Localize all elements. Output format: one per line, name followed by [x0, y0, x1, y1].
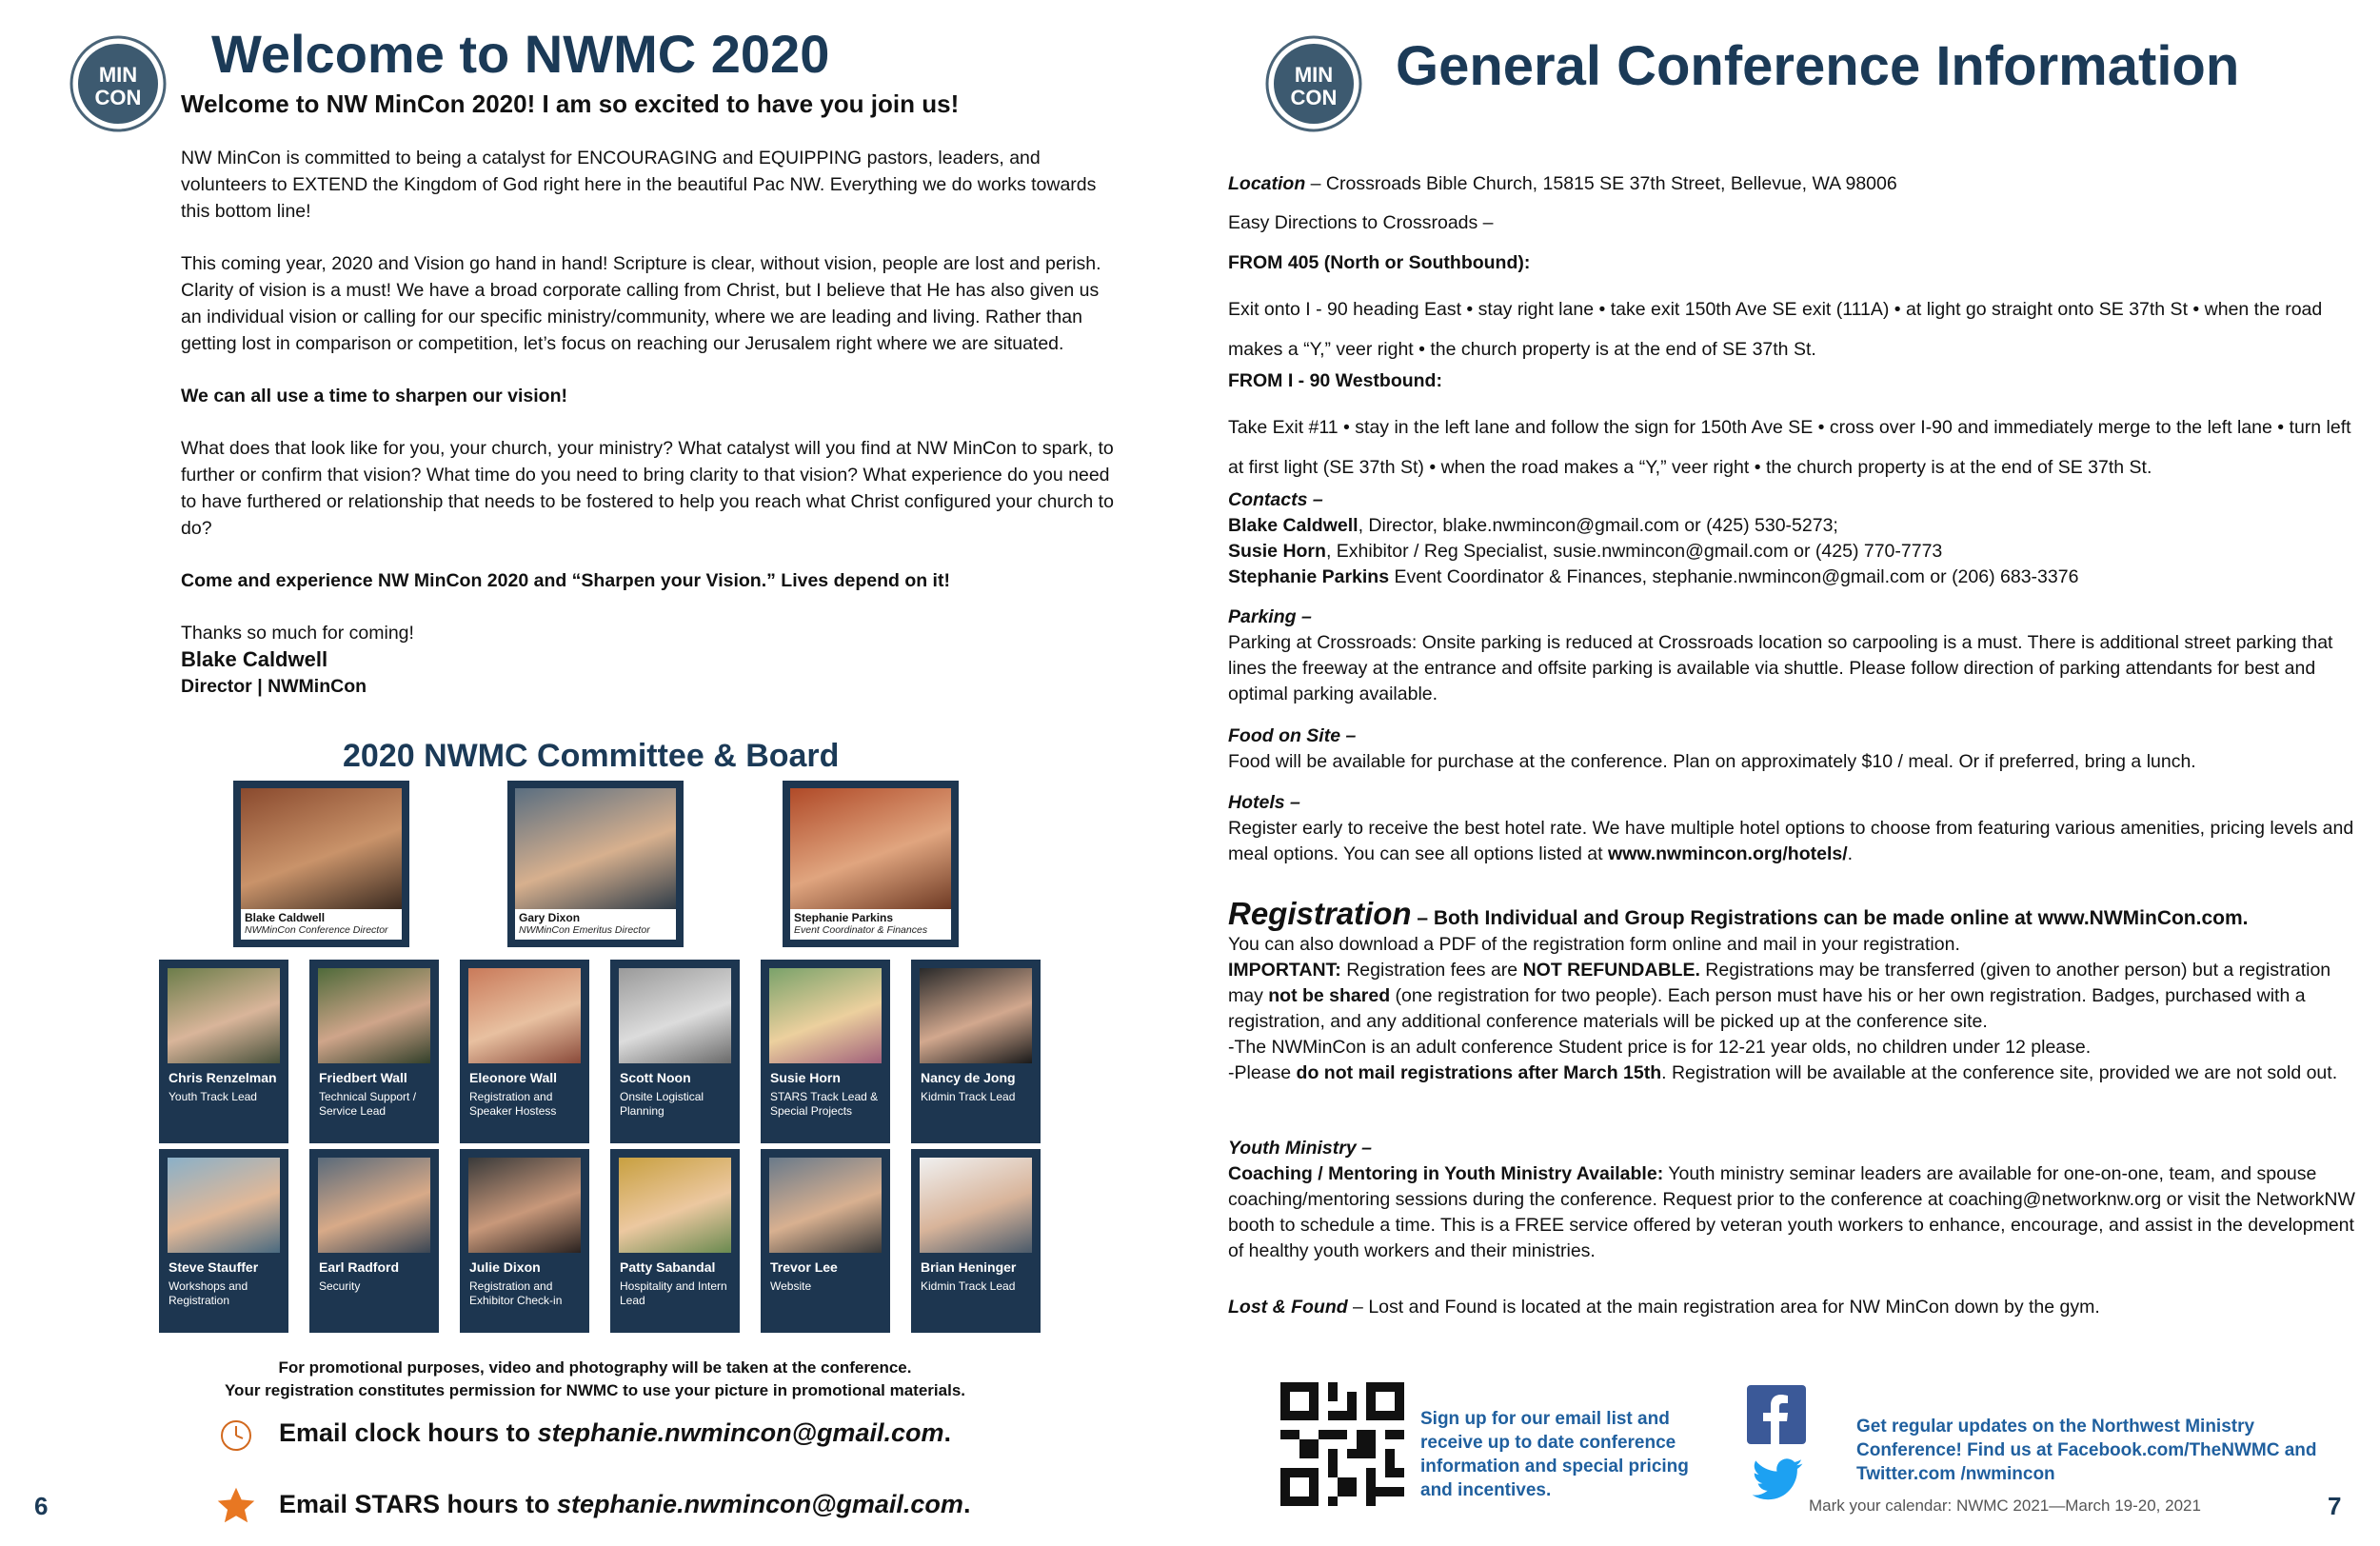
member-name: Earl Radford: [319, 1259, 400, 1275]
parking-section: [1228, 605, 2370, 707]
member-card: [610, 960, 740, 1143]
twitter-icon[interactable]: [1750, 1458, 1805, 1504]
logo-text-bottom: CON: [1290, 86, 1338, 109]
member-role: Hospitality and Intern Lead: [620, 1279, 727, 1307]
portrait-photo: [318, 1158, 430, 1253]
mincon-logo: [69, 34, 168, 133]
member-card: [309, 1149, 439, 1333]
contact-name: Susie Horn: [1228, 541, 1326, 562]
location-text: – Crossroads Bible Church, 15815 SE 37th Street, Bellevue, WA 98006: [1305, 173, 1897, 194]
member-role: Kidmin Track Lead: [921, 1090, 1016, 1103]
from405-text: Exit onto I - 90 heading East • stay right lane • take exit 150th Ave SE exit (111A) • at light go straight onto SE 37th St • when the road makes a “Y,” veer right • the church property is at the end of SE 37th St.: [1228, 299, 2323, 360]
info-title: General Conference Information: [1396, 35, 2240, 97]
hotels-text: Register early to receive the best hotel rate. We have multiple hotel options to choose from featuring various amenities, pricing levels and meal options. You can see all options listed at: [1228, 818, 2354, 864]
leader-role: Event Coordinator & Finances: [794, 924, 928, 936]
location-label: Location: [1228, 173, 1306, 194]
leader-caption: [241, 909, 402, 940]
mail-line: [1228, 1060, 2370, 1086]
logo-text-bottom: CON: [94, 86, 142, 109]
paragraph: We can all use a time to sharpen our vision!: [181, 386, 567, 406]
mail-text: . Registration will be available at the conference site, provided we are not sold out.: [1661, 1062, 2338, 1083]
member-card: [460, 960, 589, 1143]
member-role: Onsite Logistical Planning: [620, 1090, 704, 1118]
member-name: Eleonore Wall: [469, 1070, 558, 1085]
member-card: [610, 1149, 740, 1333]
member-card: [761, 960, 890, 1143]
promo-notice: [0, 1357, 1190, 1402]
contact-name: Stephanie Parkins: [1228, 566, 1390, 587]
youth-label: Youth Ministry –: [1228, 1138, 1372, 1159]
location-line: [1228, 171, 2370, 197]
mincon-logo: [1264, 34, 1363, 133]
logo-text-top: MIN: [98, 63, 138, 87]
paragraph: Come and experience NW MinCon 2020 and “Sharpen your Vision.” Lives depend on it!: [181, 570, 950, 591]
contacts-label: Contacts –: [1228, 489, 1323, 510]
hotels-section: Hotels – Register early to receive the best hotel rate. We have multiple hotel options to choose from featuring various amenities, pricing levels and meal options. You can see all options listed at www.nwmincon.org/hotels/.: [1228, 790, 2370, 867]
member-card: [309, 960, 439, 1143]
member-role: Security: [319, 1279, 361, 1293]
email-clock-address[interactable]: stephanie.nwmincon@gmail.com: [537, 1418, 944, 1447]
member-role: Registration and Speaker Hostess: [469, 1090, 557, 1118]
member-name: Trevor Lee: [770, 1259, 838, 1275]
youth-section: [1228, 1136, 2370, 1264]
fromi90-text: Take Exit #11 • stay in the left lane and follow the sign for 150th Ave SE • cross over I-90 and immediately merge to the left lane • turn left at first light (SE 37th St) • when the road makes a “Y,” veer right • the church property is at the end of SE 37th St.: [1228, 417, 2351, 478]
page-number: 6: [34, 1492, 49, 1520]
leader-role: NWMinCon Emeritus Director: [519, 924, 650, 936]
email-stars-address[interactable]: stephanie.nwmincon@gmail.com: [557, 1490, 963, 1518]
student-line: -The NWMinCon is an adult conference Student price is for 12-21 year olds, no children under 12 please.: [1228, 1037, 2092, 1058]
registration-headline: – Both Individual and Group Registrations can be made online at www.NWMinCon.com.: [1411, 907, 2249, 929]
member-card: [761, 1149, 890, 1333]
paragraph: This coming year, 2020 and Vision go hand in hand! Scripture is clear, without vision, people are lost and perish. Clarity of vision is a must! We have a broad corporate calling from Christ, but I believe that He has also given us an individual vision or calling for our specific ministry/community, where we are leading and living. Rather than getting lost in comparison or competition, let’s focus on reaching our Jerusalem right where we are situated.: [181, 253, 1101, 354]
portrait-photo: [920, 1158, 1032, 1253]
signature-name: Blake Caldwell: [181, 647, 328, 671]
leader-card: [783, 781, 959, 947]
calendar-note: Mark your calendar: NWMC 2021—March 19-20, 2021: [1809, 1496, 2201, 1515]
contact-name: Blake Caldwell: [1228, 515, 1359, 536]
contact-line: [1228, 539, 2370, 565]
member-role: Technical Support / Service Lead: [319, 1090, 417, 1118]
paragraph: What does that look like for you, your church, your ministry? What catalyst will you find at NW MinCon to spark, to further or confirm that vision? What time do you need to bring clarity to that vision? What experience do you need to have furthered or relationship that needs to be fostered to help you reach what Christ configured your church to do?: [181, 438, 1114, 539]
thanks-line: Thanks so much for coming!: [181, 623, 414, 644]
leader-card: [233, 781, 409, 947]
promo-line: Your registration constitutes permission for NWMC to use your picture in promotional materials.: [224, 1381, 965, 1399]
signature-title: Director | NWMinCon: [181, 676, 367, 697]
member-role: STARS Track Lead & Special Projects: [770, 1090, 879, 1118]
leader-name: Blake Caldwell: [245, 911, 326, 924]
email-clock-hours: Email clock hours to stephanie.nwmincon@gmail.com.: [279, 1418, 951, 1447]
portrait-photo: [769, 1158, 882, 1253]
member-name: Scott Noon: [620, 1070, 691, 1085]
contact-line: [1228, 513, 2370, 539]
member-card: [159, 1149, 288, 1333]
registration-line: You can also download a PDF of the registration form online and mail in your registration.: [1228, 934, 1960, 955]
important-text: NOT REFUNDABLE.: [1522, 960, 1700, 981]
member-card: [460, 1149, 589, 1333]
lost-found-line: [1228, 1295, 2370, 1320]
star-icon: [215, 1485, 257, 1527]
leader-caption: [515, 909, 676, 940]
important-text: Registrations may be transferred (given to another person) but a registration may: [1228, 960, 2331, 1006]
food-section: [1228, 723, 2370, 775]
member-card: [159, 960, 288, 1143]
email-signup-text[interactable]: Sign up for our email list and receive up to date conference information and special pricing and incentives.: [1420, 1409, 1689, 1500]
leader-card: [507, 781, 684, 947]
member-name: Patty Sabandal: [620, 1259, 716, 1275]
social-updates-text[interactable]: Get regular updates on the Northwest Ministry Conference! Find us at Facebook.com/TheNWMC and Twitter.com /nwmincon: [1856, 1417, 2317, 1484]
youth-text: Youth ministry seminar leaders are available for one-on-one, team, and spouse coaching/mentoring sessions during the conference. Request prior to the conference at coaching@networknw.org or visit the NetworkNW booth to schedule a time. This is a FREE service offered by veteran youth workers to enhance, encourage, and assist in the development of healthy youth workers and their ministries.: [1228, 1163, 2355, 1261]
hotels-link[interactable]: www.nwmincon.org/hotels/: [1607, 843, 1848, 864]
portrait-photo: [619, 1158, 731, 1253]
welcome-subtitle: Welcome to NW MinCon 2020! I am so excited to have you join us!: [181, 89, 960, 118]
member-role: Youth Track Lead: [169, 1090, 257, 1103]
contact-line: [1228, 565, 2370, 590]
qr-code[interactable]: [1280, 1382, 1404, 1506]
important-text: not be shared: [1268, 985, 1391, 1006]
promo-line: For promotional purposes, video and photography will be taken at the conference.: [278, 1358, 912, 1377]
parking-label: Parking –: [1228, 606, 1312, 627]
member-role: Website: [770, 1279, 812, 1293]
member-name: Brian Heninger: [921, 1259, 1017, 1275]
important-label: IMPORTANT:: [1228, 960, 1341, 981]
welcome-letter: [181, 145, 1123, 700]
registration-label: Registration: [1228, 896, 1412, 931]
portrait-photo: [920, 968, 1032, 1063]
member-card: [911, 960, 1041, 1143]
member-role: Workshops and Registration: [169, 1279, 248, 1307]
lost-found-text: – Lost and Found is located at the main registration area for NW MinCon down by the gym.: [1347, 1297, 2100, 1318]
contact-details: Event Coordinator & Finances, stephanie.nwmincon@gmail.com or (206) 683-3376: [1389, 566, 2079, 587]
youth-bold: Coaching / Mentoring in Youth Ministry Available:: [1228, 1163, 1664, 1184]
facebook-icon[interactable]: [1747, 1385, 1806, 1444]
email-clock-prefix: Email clock hours to: [279, 1418, 538, 1447]
logo-text-top: MIN: [1294, 63, 1334, 87]
member-card: [911, 1149, 1041, 1333]
member-name: Chris Renzelman: [169, 1070, 277, 1085]
registration-section: [1228, 896, 2370, 1086]
food-text: Food will be available for purchase at the conference. Plan on approximately $10 / meal. Or if preferred, bring a lunch.: [1228, 751, 2196, 772]
member-role: Registration and Exhibitor Check-in: [469, 1279, 563, 1307]
contact-details: , Exhibitor / Reg Specialist, susie.nwmincon@gmail.com or (425) 770-7773: [1325, 541, 1943, 562]
member-name: Steve Stauffer: [169, 1259, 259, 1275]
mail-text: do not mail registrations after March 15th: [1296, 1062, 1662, 1083]
email-stars-hours: Email STARS hours to stephanie.nwmincon@gmail.com.: [279, 1490, 971, 1518]
portrait-photo: [168, 968, 280, 1063]
contacts-section: [1228, 487, 2370, 590]
committee-title: 2020 NWMC Committee & Board: [343, 738, 840, 774]
portrait-photo: [468, 1158, 581, 1253]
leader-role: NWMinCon Conference Director: [245, 924, 388, 936]
lost-found-label: Lost & Found: [1228, 1297, 1348, 1318]
portrait-photo: [769, 968, 882, 1063]
important-text: Registration fees are: [1340, 960, 1523, 981]
paragraph: NW MinCon is committed to being a catalyst for ENCOURAGING and EQUIPPING pastors, leaders, and volunteers to EXTEND the Kingdom of God right here in the beautiful Pac NW. Everything we do works towards this bottom line!: [181, 148, 1097, 222]
page-number: 7: [2328, 1492, 2342, 1520]
page-title: Welcome to NWMC 2020: [211, 24, 830, 84]
leader-name: Gary Dixon: [519, 911, 581, 924]
clock-icon: [219, 1418, 253, 1453]
portrait-photo: [790, 788, 951, 909]
food-label: Food on Site –: [1228, 725, 1357, 746]
leader-caption: [790, 909, 951, 940]
fromi90-label: FROM I - 90 Westbound:: [1228, 370, 1442, 391]
portrait-photo: [619, 968, 731, 1063]
portrait-photo: [515, 788, 676, 909]
mail-text: -Please: [1228, 1062, 1297, 1083]
directions-label: Easy Directions to Crossroads –: [1228, 212, 1494, 233]
portrait-photo: [241, 788, 402, 909]
portrait-photo: [168, 1158, 280, 1253]
member-role: Kidmin Track Lead: [921, 1279, 1016, 1293]
member-name: Susie Horn: [770, 1070, 841, 1085]
email-stars-prefix: Email STARS hours to: [279, 1490, 558, 1518]
member-name: Julie Dixon: [469, 1259, 541, 1275]
leader-name: Stephanie Parkins: [794, 911, 894, 924]
portrait-photo: [318, 968, 430, 1063]
parking-text: Parking at Crossroads: Onsite parking is reduced at Crossroads location so carpooling is a must. There is additional street parking that lines the freeway at the entrance and offsite parking is available via shuttle. Please follow direction of parking attendants for best and optimal parking available.: [1228, 632, 2333, 704]
member-name: Friedbert Wall: [319, 1070, 407, 1085]
important-text: (one registration for two people). Each person must have his or her own registration. Badges, purchased with a registration, and any additional conference materials will be picked up at the conference site.: [1228, 985, 2306, 1032]
portrait-photo: [468, 968, 581, 1063]
contact-details: , Director, blake.nwmincon@gmail.com or (425) 530-5273;: [1358, 515, 1838, 536]
registration-important: [1228, 958, 2370, 1035]
from405-label: FROM 405 (North or Southbound):: [1228, 252, 1531, 273]
hotels-label: Hotels –: [1228, 792, 1300, 813]
member-name: Nancy de Jong: [921, 1070, 1016, 1085]
